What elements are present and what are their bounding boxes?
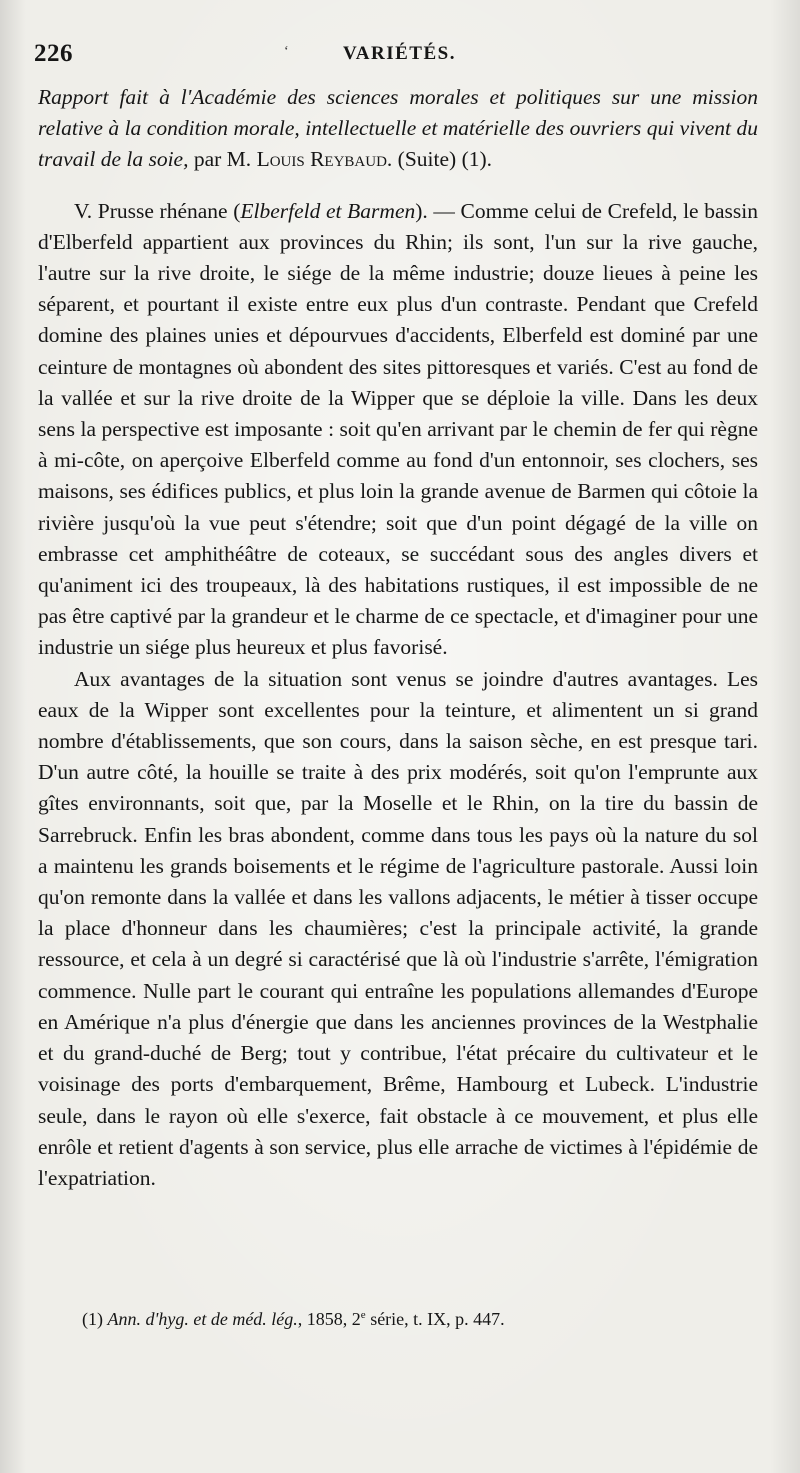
footnote-superscript: e bbox=[360, 1309, 366, 1321]
article-title-text: Rapport fait à l'Académie des sciences morales et politiques sur une mission relative à la condition morale, intellectuelle et matérielle des ouvriers qui vivent du travail de la soie, bbox=[38, 85, 758, 172]
footnote-details-a: , 1858, 2 bbox=[297, 1309, 361, 1329]
article-title-by: par M. bbox=[188, 147, 257, 172]
section-heading: V. Prusse rhénane ( bbox=[74, 198, 241, 223]
footnote bbox=[38, 1302, 758, 1332]
running-head bbox=[34, 40, 766, 74]
article-title bbox=[38, 82, 758, 176]
article-body bbox=[38, 82, 758, 1194]
header-ornament: ‘ bbox=[284, 44, 289, 59]
paragraph-1-text: — Comme celui de Crefeld, le bassin d'Elberfeld appartient aux provinces du Rhin; ils sont, l'un sur la rive gauche, l'autre sur la rive droite, le siége de la même industrie; douze lieues à peine les séparent, et pourtant il existe entre eux plus d'un contraste. Pendant que Crefeld domine des plaines unies et dépourvues d'accidents, Elberfeld est dominé par une ceinture de montagnes où abondent des sites pittoresques et variés. C'est au fond de la vallée et sur la rive droite de la Wipper que se déploie la ville. Dans les deux sens la perspective est imposante : soit qu'en arrivant par le chemin de fer qui règne à mi-côte, on aperçoive Elberfeld comme au fond d'un entonnoir, ses clochers, ses maisons, ses édifices publics, et plus loin la grande avenue de Barmen qui côtoie la rivière jusqu'où la vue peut s'étendre; soit que d'un point dégagé de la ville on embrasse cet amphithéâtre de coteaux, se succédant sous des angles divers et qu'animent ici des troupeaux, là des habitations rustiques, il est impossible de ne pas être captivé par la grandeur et le charme de ce spectacle, et d'imaginer pour une industrie un siége plus heureux et plus favorisé. bbox=[38, 198, 758, 660]
footnote-details-b: série, t. IX, p. 447. bbox=[365, 1309, 505, 1329]
section-heading-end: ). bbox=[415, 198, 428, 223]
article-title-suffix: . (Suite) (1). bbox=[386, 147, 493, 172]
article-author: Louis Reybaud bbox=[256, 147, 387, 172]
paragraph-1 bbox=[38, 196, 758, 664]
footnote-marker: (1) bbox=[82, 1309, 108, 1329]
paragraph-2: Aux avantages de la situation sont venus se joindre d'autres avantages. Les eaux de la Wipper sont excellentes pour la teinture, et alimentent un si grand nombre d'établissements, que son cours, dans la saison sèche, en est presque tari. D'un autre côté, la houille se traite à des prix modérés, soit qu'on l'emprunte aux gîtes environnants, soit que, par la Moselle et le Rhin, on la tire du bassin de Sarrebruck. Enfin les bras abondent, comme dans tous les pays où la nature du sol a maintenu les grands boisements et le régime de l'agriculture pastorale. Aussi loin qu'on remonte dans la vallée et dans les vallons adjacents, le métier à tisser occupe la place d'honneur dans les chaumières; c'est la principale activité, la grande ressource, et cela à un degré si caractérisé que là où l'industrie s'arrête, l'émigration commence. Nulle part le courant qui entraîne les populations allemandes d'Europe en Amérique n'a plus d'énergie que dans les anciennes provinces de la Westphalie et du grand-duché de Berg; tout y contribue, l'état précaire du cultivateur et le voisinage des ports d'embarquement, Brême, Hambourg et Lubeck. L'industrie seule, dans le rayon où elle s'exerce, fait obstacle à ce mouvement, et plus elle enrôle et retient d'agents à son service, plus elle arrache de victimes à l'épidémie de l'expatriation. bbox=[38, 666, 758, 1190]
section-title: VARIÉTÉS. bbox=[343, 43, 456, 64]
page-number: 226 bbox=[34, 40, 73, 67]
section-heading-places: Elberfeld et Barmen bbox=[240, 198, 416, 223]
footnote-source: Ann. d'hyg. et de méd. lég. bbox=[107, 1309, 298, 1329]
